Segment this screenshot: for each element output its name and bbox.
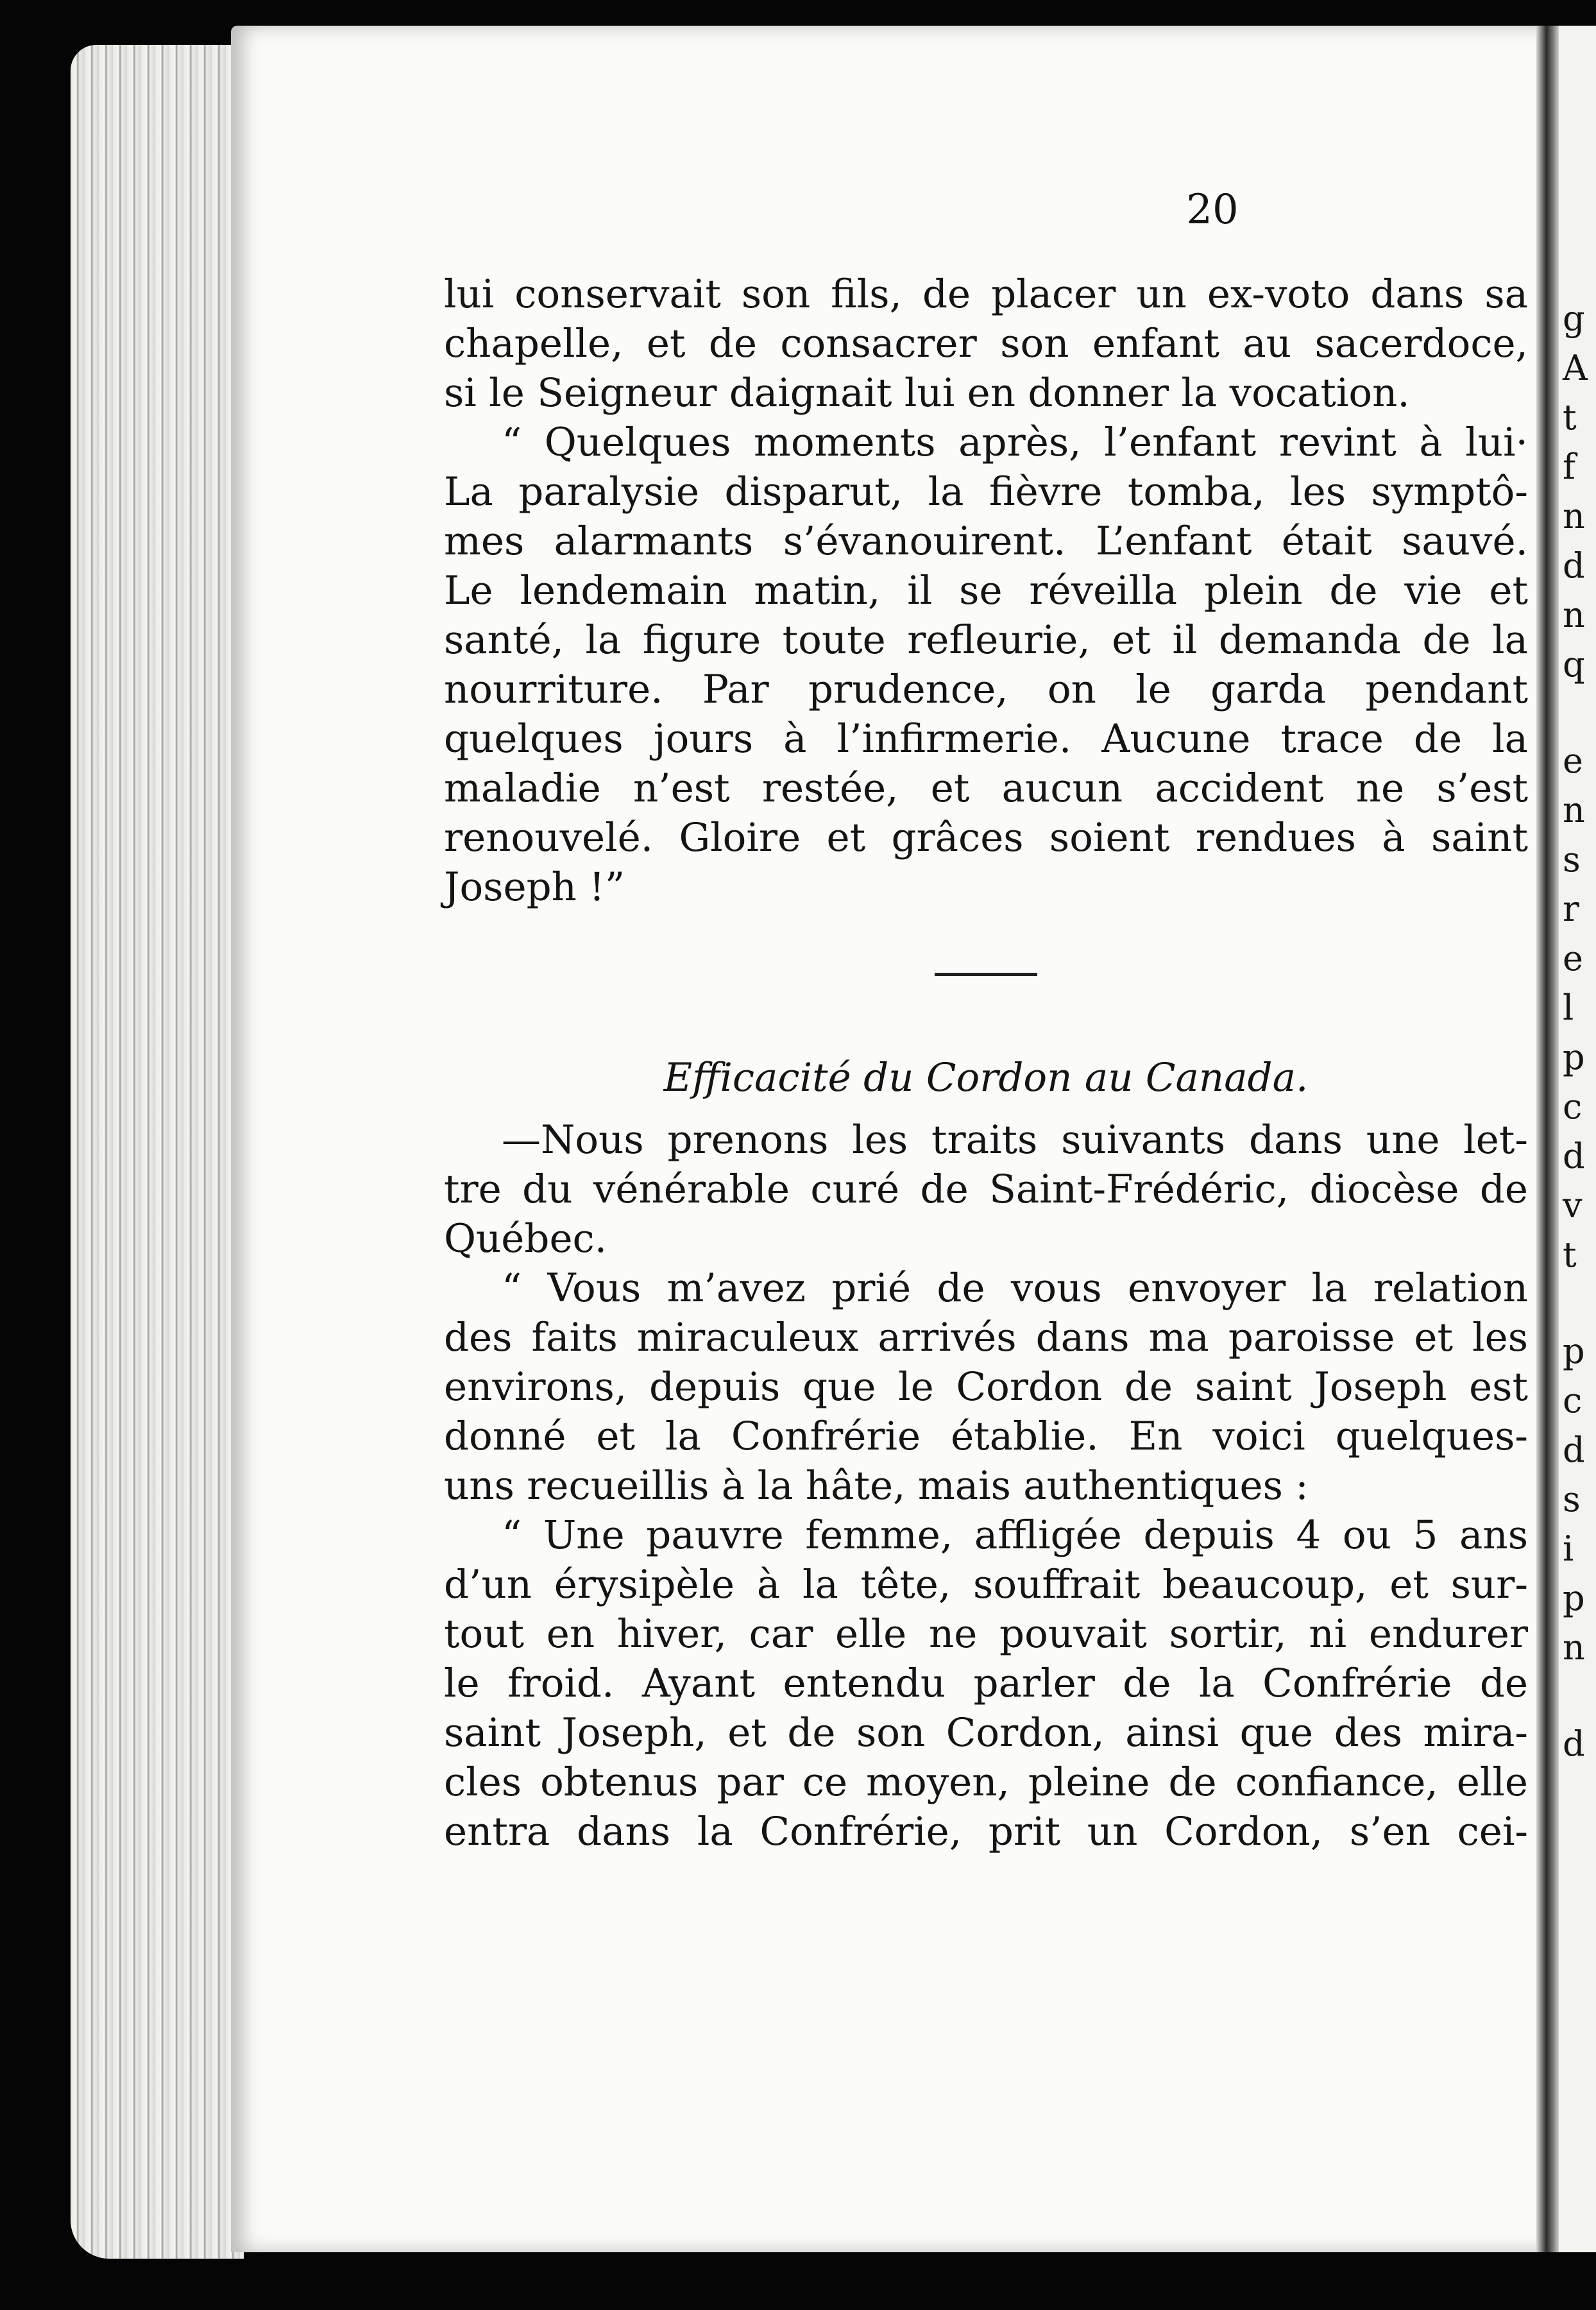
text-line: “ Vous m’avez prié de vous envoyer la relation bbox=[502, 1265, 1528, 1311]
text-line: tre du vénérable curé de Saint-Frédéric, diocèse de bbox=[444, 1167, 1528, 1212]
adjacent-page-letter: t bbox=[1563, 1235, 1577, 1275]
body-text bbox=[444, 270, 1528, 1856]
adjacent-page-letter: s bbox=[1563, 1479, 1581, 1519]
adjacent-page-letter: l bbox=[1563, 988, 1574, 1028]
adjacent-page-letter: v bbox=[1563, 1185, 1583, 1226]
paragraph-1 bbox=[444, 270, 1528, 418]
text-line: saint Joseph, et de son Cordon, ainsi que des mira- bbox=[444, 1710, 1528, 1756]
text-line: le froid. Ayant entendu parler de la Confrérie de bbox=[444, 1661, 1528, 1706]
adjacent-page-letter: n bbox=[1563, 790, 1585, 830]
adjacent-page-letter: d bbox=[1563, 1724, 1585, 1764]
adjacent-page-letter: n bbox=[1563, 1627, 1585, 1668]
text-line: cles obtenus par ce moyen, pleine de confiance, elle bbox=[444, 1759, 1528, 1805]
text-line: d’un érysipèle à la tête, souffrait beaucoup, et sur- bbox=[444, 1562, 1528, 1607]
adjacent-page-letter: d bbox=[1563, 1136, 1585, 1176]
text-line: nourriture. Par prudence, on le garda pendant bbox=[444, 667, 1528, 712]
paragraph-2 bbox=[444, 418, 1528, 912]
page-edges bbox=[71, 45, 244, 2259]
adjacent-page-letter: i bbox=[1563, 1528, 1574, 1569]
paragraph-4 bbox=[444, 1263, 1528, 1510]
adjacent-page-letter: p bbox=[1563, 1037, 1585, 1077]
text-line: Joseph !” bbox=[444, 864, 625, 910]
text-line: donné et la Confrérie établie. En voici quelques- bbox=[444, 1414, 1528, 1459]
text-line: Québec. bbox=[444, 1216, 607, 1262]
adjacent-page-letter: g bbox=[1563, 298, 1585, 339]
text-line: renouvelé. Gloire et grâces soient rendues à saint bbox=[444, 815, 1528, 860]
text-line: environs, depuis que le Cordon de saint Joseph est bbox=[444, 1364, 1528, 1410]
adjacent-page-letter: e bbox=[1563, 740, 1583, 781]
page-number: 20 bbox=[1186, 186, 1239, 234]
text-line: mes alarmants s’évanouirent. L’enfant était sauvé. bbox=[444, 518, 1528, 564]
text-line: santé, la figure toute refleurie, et il demanda de la bbox=[444, 617, 1528, 663]
adjacent-page-letter: p bbox=[1563, 1578, 1585, 1618]
adjacent-page-letter: e bbox=[1563, 938, 1583, 979]
text-line: des faits miraculeux arrivés dans ma paroisse et les bbox=[444, 1315, 1528, 1360]
text-line: “ Quelques moments après, l’enfant revint à lui· bbox=[502, 420, 1528, 465]
adjacent-page-edge bbox=[1559, 26, 1596, 2252]
text-line: entra dans la Confrérie, prit un Cordon, s’en cei- bbox=[444, 1809, 1528, 1854]
adjacent-page-letter: A bbox=[1563, 348, 1588, 388]
adjacent-page-letter: d bbox=[1563, 1430, 1585, 1470]
adjacent-page-letter: n bbox=[1563, 496, 1585, 536]
paragraph-3 bbox=[444, 1115, 1528, 1263]
text-line: Le lendemain matin, il se réveilla plein de vie et bbox=[444, 568, 1528, 613]
paragraph-5 bbox=[444, 1510, 1528, 1856]
text-line: si le Seigneur daignait lui en donner la vocation. bbox=[444, 370, 1410, 416]
adjacent-page-letter: p bbox=[1563, 1331, 1585, 1371]
text-line: maladie n’est restée, et aucun accident ne s’est bbox=[444, 766, 1528, 811]
text-line: tout en hiver, car elle ne pouvait sortir, ni endurer bbox=[444, 1611, 1528, 1657]
adjacent-page-letter: f bbox=[1563, 447, 1575, 487]
text-line: “ Une pauvre femme, affligée depuis 4 ou 5 ans bbox=[502, 1512, 1528, 1558]
section-divider bbox=[935, 973, 1037, 976]
text-line: quelques jours à l’infirmerie. Aucune trace de la bbox=[444, 716, 1528, 762]
binding-gutter bbox=[1536, 26, 1559, 2252]
adjacent-page-letter: n bbox=[1563, 595, 1585, 635]
text-line: chapelle, et de consacrer son enfant au sacerdoce, bbox=[444, 321, 1528, 366]
adjacent-page-letter: c bbox=[1563, 1380, 1583, 1421]
text-line: La paralysie disparut, la fièvre tomba, les symptô- bbox=[444, 469, 1528, 515]
adjacent-page-letter: c bbox=[1563, 1086, 1583, 1127]
adjacent-page-letter: t bbox=[1563, 397, 1577, 438]
text-line: lui conservait son fils, de placer un ex-voto dans sa bbox=[444, 271, 1528, 317]
adjacent-page-letter: s bbox=[1563, 839, 1581, 880]
section-heading: Efficacité du Cordon au Canada. bbox=[663, 1055, 1309, 1100]
text-line: uns recueillis à la hâte, mais authentiques : bbox=[444, 1463, 1309, 1509]
adjacent-page-letter: r bbox=[1563, 889, 1579, 929]
adjacent-page-letter: q bbox=[1563, 644, 1585, 685]
adjacent-page-letter: d bbox=[1563, 545, 1585, 586]
text-line: —Nous prenons les traits suivants dans une let- bbox=[502, 1117, 1528, 1163]
